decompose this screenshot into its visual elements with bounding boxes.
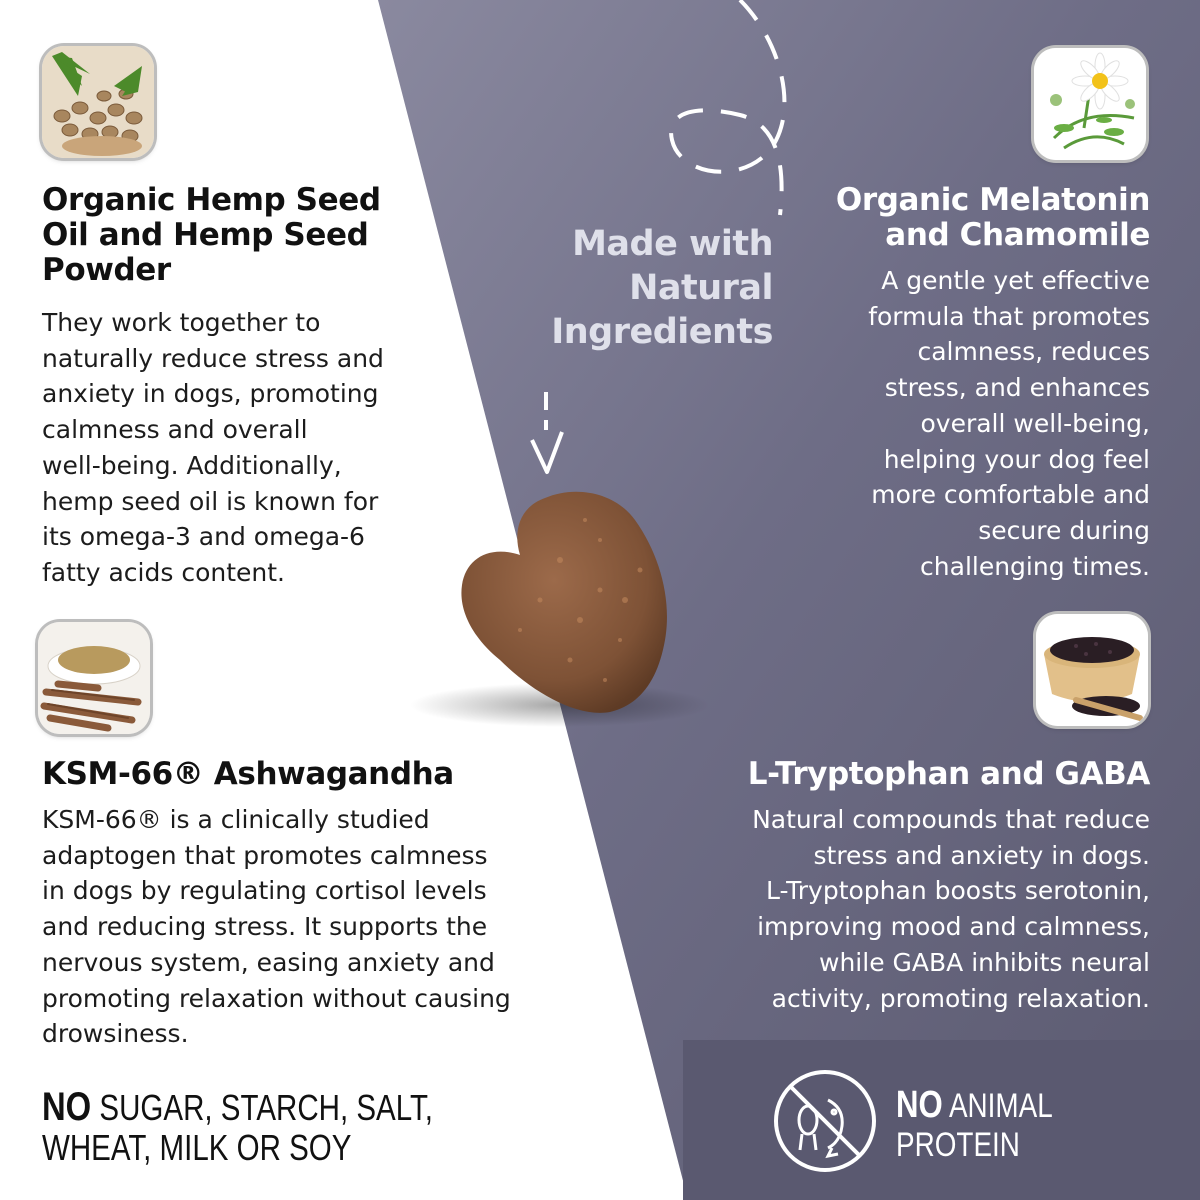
hemp-body-line-4: calmness and overall <box>42 415 308 445</box>
tagline-line-1: Made with <box>572 224 773 264</box>
no-sugar-text-1: SUGAR, STARCH, SALT, <box>99 1087 433 1128</box>
tryptophan-body-line-2: stress and anxiety in dogs. <box>813 840 1150 870</box>
melatonin-title-line-1: Organic Melatonin <box>835 182 1150 218</box>
no-sugar-bold: NO <box>42 1085 92 1129</box>
tryptophan-body-line-4: improving mood and calmness, <box>757 912 1150 942</box>
melatonin-title-line-2: and Chamomile <box>885 217 1150 253</box>
melatonin-body-line-2: formula that promotes <box>868 301 1150 331</box>
tryptophan-title: L-Tryptophan and GABA <box>747 756 1150 792</box>
ashwagandha-body-line-3: in dogs by regulating cortisol levels <box>42 876 487 906</box>
black-rice-bowl-photo <box>1036 614 1148 726</box>
no-sugar-text-2: WHEAT, MILK OR SOY <box>42 1127 352 1168</box>
tryptophan-body-line-1: Natural compounds that reduce <box>752 805 1150 834</box>
melatonin-description <box>760 263 1150 584</box>
melatonin-body-line-9: challenging times. <box>920 551 1150 581</box>
no-protein-text-2: PROTEIN <box>896 1126 1020 1164</box>
no-protein-line-1 <box>896 1086 1109 1126</box>
ashwagandha-description <box>42 802 602 1052</box>
no-protein-text-1: ANIMAL <box>948 1087 1053 1125</box>
hemp-body-line-2: naturally reduce stress and <box>42 343 384 373</box>
hemp-body-line-5: well-being. Additionally, <box>42 450 342 480</box>
ashwagandha-body-line-1: KSM-66® is a clinically studied <box>42 805 430 834</box>
hemp-description <box>42 305 462 591</box>
ashwagandha-body-line-7: drowsiness. <box>42 1019 189 1049</box>
hemp-title-line-3: Powder <box>42 252 171 288</box>
tryptophan-body-line-5: while GABA inhibits neural <box>819 947 1150 977</box>
melatonin-body-line-7: more comfortable and <box>871 480 1150 510</box>
tryptophan-body-line-6: activity, promoting relaxation. <box>771 983 1150 1013</box>
ashwagandha-section <box>42 757 602 1052</box>
tryptophan-section <box>640 757 1150 1016</box>
ashwagandha-title: KSM-66® Ashwagandha <box>42 756 454 792</box>
ashwagandha-body-line-4: and reducing stress. It supports the <box>42 912 488 942</box>
ashwagandha-body-line-6: promoting relaxation without causing <box>42 983 511 1013</box>
hemp-seeds-photo <box>42 46 154 158</box>
tagline-line-2: Natural <box>629 268 773 308</box>
melatonin-body-line-3: calmness, reduces <box>917 337 1150 367</box>
hemp-section <box>42 183 462 591</box>
melatonin-body-line-8: secure during <box>978 515 1150 545</box>
hemp-title-line-1: Organic Hemp Seed <box>42 182 381 218</box>
chamomile-flower-photo <box>1034 48 1146 160</box>
tryptophan-description <box>640 802 1150 1016</box>
no-protein-bold: NO <box>896 1084 943 1126</box>
no-sugar-notice <box>42 1087 542 1168</box>
no-animal-protein-icon <box>772 1068 878 1174</box>
melatonin-body-line-1: A gentle yet effective <box>881 266 1150 295</box>
hemp-title-line-2: Oil and Hemp Seed <box>42 217 369 253</box>
hemp-body-line-3: anxiety in dogs, promoting <box>42 379 379 409</box>
melatonin-section <box>760 183 1150 584</box>
ashwagandha-root-powder-photo <box>38 622 150 734</box>
hemp-body-line-8: fatty acids content. <box>42 557 285 587</box>
ashwagandha-body-line-2: adaptogen that promotes calmness <box>42 840 488 870</box>
tagline-line-3: Ingredients <box>551 312 773 352</box>
no-sugar-line-1 <box>42 1087 452 1128</box>
tagline <box>470 222 773 354</box>
hemp-body-line-7: its omega-3 and omega-6 <box>42 522 365 552</box>
heart-treat <box>461 492 667 713</box>
hemp-body-line-6: hemp seed oil is known for <box>42 486 379 516</box>
melatonin-title <box>760 183 1150 253</box>
melatonin-body-line-4: stress, and enhances <box>884 373 1150 403</box>
tryptophan-body-line-3: L-Tryptophan boosts serotonin, <box>765 876 1150 906</box>
ashwagandha-body-line-5: nervous system, easing anxiety and <box>42 947 495 977</box>
no-protein-notice <box>896 1086 1156 1165</box>
melatonin-body-line-6: helping your dog feel <box>883 444 1150 474</box>
melatonin-body-line-5: overall well-being, <box>920 408 1150 438</box>
hemp-body-line-1: They work together to <box>42 308 321 337</box>
hemp-title <box>42 183 462 288</box>
